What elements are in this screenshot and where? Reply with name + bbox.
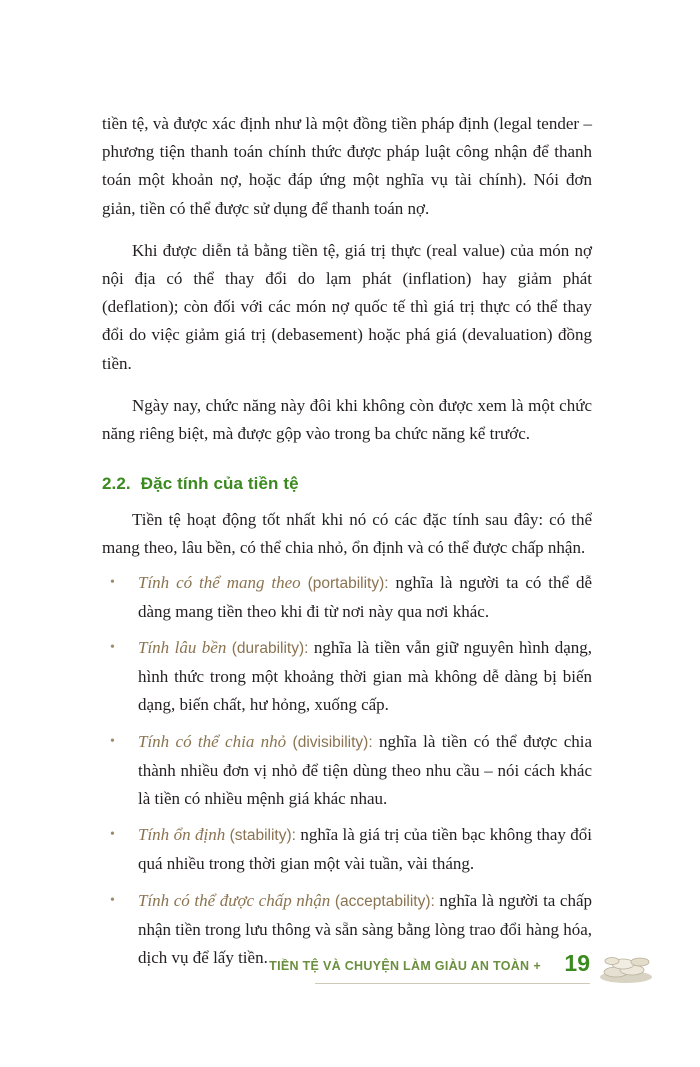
property-english: (durability): <box>231 640 309 658</box>
property-text: nghĩa là giá trị của tiền bạc không thay đổi quá nhiều trong thời gian một vài tuần, vài tháng. <box>138 825 593 874</box>
property-term: Tính lâu bền <box>138 638 227 658</box>
paragraph-real-value: Khi được diễn tả bằng tiền tệ, giá trị thực (real value) của món nợ nội địa có thể thay đổi do lạm phát (inflation) hay giảm phát (deflation); còn đối với các món nợ quốc tế thì giá trị thực có thể thay đổi do việc giảm giá trị (debasement) hoặc phá giá (devaluation) đồng tiền. <box>102 240 592 373</box>
section-number: 2.2. <box>102 474 131 494</box>
paragraph-continuation: tiền tệ, và được xác định như là một đồng tiền pháp định (legal tender – phương tiện thanh toán chính thức được pháp luật công nhận để thanh toán một khoản nợ, hoặc đáp ứng một nghĩa vụ tài chính). Nói đơn giản, tiền có thể được sử dụng để thanh toán nợ. <box>102 114 592 218</box>
property-english: (stability): <box>229 827 296 845</box>
property-text: nghĩa là người ta chấp nhận tiền trong lưu thông và sẵn sàng bằng lòng trao đổi hàng hóa, dịch vụ để lấy tiền. <box>138 890 593 968</box>
property-term: Tính có thể được chấp nhận <box>138 890 331 910</box>
property-english: (divisibility): <box>292 733 373 751</box>
section-heading <box>102 474 592 494</box>
bullet-icon: • <box>110 827 115 843</box>
property-text: nghĩa là tiền có thể được chia thành nhiều đơn vị nhỏ để tiện dùng theo nhu cầu – nói cách khác là tiền có nhiều mệnh giá khác nhau. <box>138 731 593 809</box>
paragraph-properties-intro: Tiền tệ hoạt động tốt nhất khi nó có các đặc tính sau đây: có thể mang theo, lâu bền, có thể chia nhỏ, ổn định và có thể được chấp nhận. <box>102 510 592 558</box>
property-term: Tính ổn định <box>138 825 226 845</box>
property-english: (portability): <box>307 574 389 592</box>
page-body <box>102 110 592 980</box>
list-item <box>110 821 593 878</box>
coins-icon <box>596 950 654 986</box>
bullet-icon: • <box>110 574 115 590</box>
property-text: nghĩa là tiền vẫn giữ nguyên hình dạng, hình thức trong một khoảng thời gian mà không dễ dàng bị biến dạng, biến chất, hư hỏng, xuống cấp. <box>138 638 593 715</box>
property-text: nghĩa là người ta có thể dễ dàng mang tiền theo khi đi từ nơi này qua nơi khác. <box>138 572 593 621</box>
property-term: Tính có thể chia nhỏ <box>138 731 287 751</box>
running-title-text: TIỀN TỆ VÀ CHUYỆN LÀM GIÀU AN TOÀN <box>269 959 530 973</box>
property-english: (acceptability): <box>334 892 435 910</box>
bullet-icon: • <box>110 640 115 656</box>
section-title: Đặc tính của tiền tệ <box>140 474 299 494</box>
footer-separator: + <box>533 959 541 973</box>
properties-list <box>102 569 592 973</box>
property-term: Tính có thể mang theo <box>138 572 301 592</box>
list-item <box>110 634 593 720</box>
page-number: 19 <box>564 950 590 976</box>
list-item <box>110 569 593 626</box>
paragraph-function-note: Ngày nay, chức năng này đôi khi không còn được xem là một chức năng riêng biệt, mà được gộp vào trong ba chức năng kể trước. <box>102 395 592 444</box>
bullet-icon: • <box>110 733 115 749</box>
page-footer <box>0 950 700 990</box>
footer-rule <box>315 983 590 984</box>
running-title <box>269 959 545 973</box>
list-item <box>110 728 593 814</box>
bullet-icon: • <box>110 892 115 908</box>
